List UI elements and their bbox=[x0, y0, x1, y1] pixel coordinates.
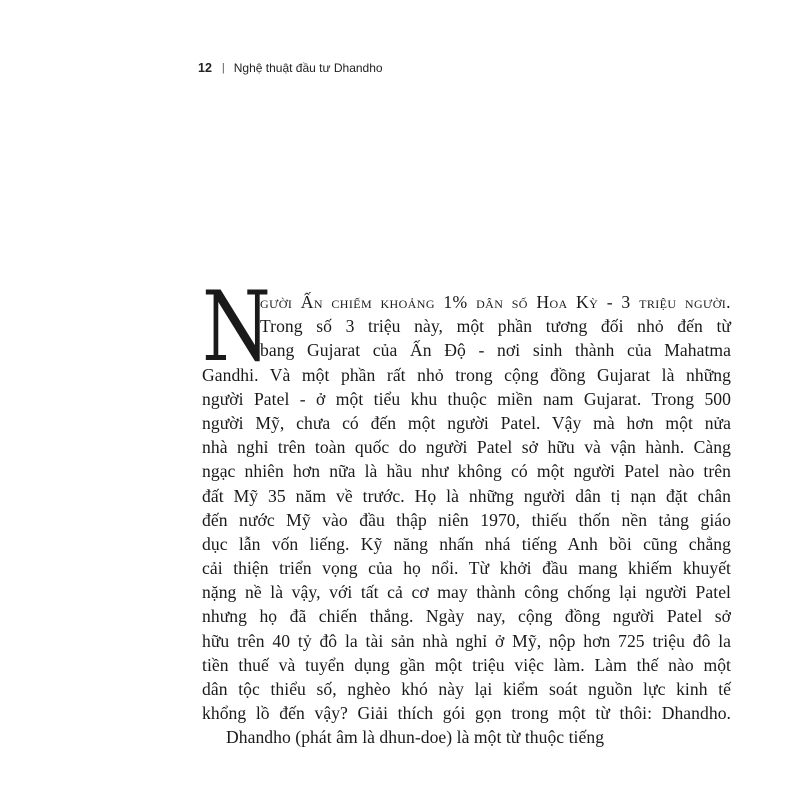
text-line-2: Trong số 3 triệu này, một phần tương đối nhỏ đến từ bbox=[260, 316, 731, 337]
text-line-4: Gandhi. Và một phần rất nhỏ trong cộng đồng Gujarat là những bbox=[202, 364, 731, 385]
text-line-6: người Mỹ, chưa có đến một người Patel. Vậy mà hơn một nửa bbox=[202, 412, 731, 433]
text-line-17: dân tộc thiểu số, nghèo khó này lại kiểm soát nguồn lực kinh tế bbox=[202, 679, 731, 699]
lead-in-text: gười Ấn chiếm khoảng 1% dân số Hoa Kỳ - 3 triệu người. bbox=[260, 292, 731, 312]
text-line-16: tiền thuế và tuyển dụng gần một triệu việc làm. Làm thế nào một bbox=[202, 654, 731, 675]
text-line-5: người Patel - ở một tiểu khu thuộc miền nam Gujarat. Trong 500 bbox=[202, 388, 731, 409]
text-line-11: dục lẫn vốn liếng. Kỹ năng nhấn nhá tiếng Anh bồi cũng chẳng bbox=[202, 533, 731, 554]
text-line-13: nặng nề là vậy, với tất cả cơ may thành công chống lại người Patel bbox=[202, 582, 731, 603]
text-line-3: bang Gujarat của Ấn Độ - nơi sinh thành của Mahatma bbox=[260, 340, 731, 361]
text-line-19: Dhandho (phát âm là dhun-doe) là một từ thuộc tiếng bbox=[226, 727, 605, 748]
text-line-1 bbox=[202, 290, 731, 314]
body-text bbox=[202, 290, 731, 750]
text-line-9: đất Mỹ 35 năm về trước. Họ là những người dân tị nạn đặt chân bbox=[202, 485, 731, 506]
running-header bbox=[198, 61, 383, 75]
text-line-18: khổng lồ đến vậy? Giải thích gói gọn trong một từ thôi: Dhandho. bbox=[202, 703, 731, 724]
header-separator: | bbox=[221, 62, 225, 74]
text-line-12: cải thiện triển vọng của họ nổi. Từ khởi đầu mang khiếm khuyết bbox=[202, 558, 731, 579]
drop-cap: N bbox=[202, 271, 271, 383]
text-line-14: nhưng họ đã chiến thắng. Ngày nay, cộng đồng người Patel sở bbox=[202, 606, 731, 627]
text-line-15: hữu trên 40 tỷ đô la tài sản nhà nghỉ ở Mỹ, nộp hơn 725 triệu đô la bbox=[202, 630, 731, 651]
running-title: Nghệ thuật đầu tư Dhandho bbox=[233, 61, 383, 75]
text-line-10: đến nước Mỹ vào đầu thập niên 1970, thiếu thốn nền tảng giáo bbox=[202, 509, 731, 530]
text-line-8: ngạc nhiên hơn nữa là hầu như không có một người Patel nào trên bbox=[202, 461, 731, 482]
page-number: 12 bbox=[198, 61, 212, 75]
text-line-7: nhà nghỉ trên toàn quốc do người Patel sở hữu và vận hành. Càng bbox=[202, 437, 731, 458]
